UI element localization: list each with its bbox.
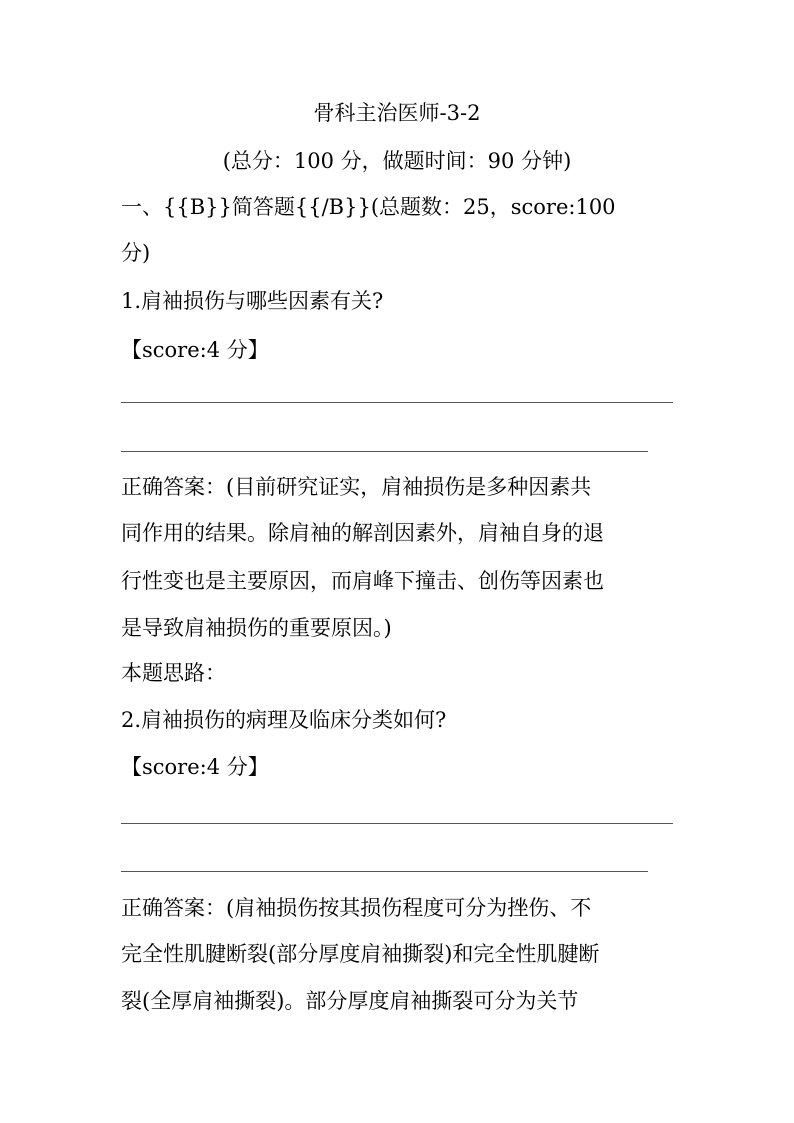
question-2-text: 2.肩袖损伤的病理及临床分类如何? (121, 708, 447, 732)
question-1-answer-line: 是导致肩袖损伤的重要原因。) (121, 616, 392, 640)
answer-blank-line (121, 871, 648, 872)
answer-blank-line (121, 402, 673, 403)
question-2-answer-line: 完全性肌腱断裂(部分厚度肩袖撕裂)和完全性肌腱断 (121, 942, 600, 966)
document-title: 骨科主治医师-3-2 (313, 101, 481, 125)
question-2-answer-line: 正确答案：(肩袖损伤按其损伤程度可分为挫伤、不 (121, 896, 592, 920)
question-2-answer-line: 裂(全厚肩袖撕裂)。部分厚度肩袖撕裂可分为关节 (121, 989, 579, 1013)
question-1-text: 1.肩袖损伤与哪些因素有关? (121, 289, 384, 313)
question-1-score: 【score:4 分】 (121, 338, 269, 362)
question-2-score: 【score:4 分】 (121, 755, 269, 779)
answer-blank-line (121, 823, 673, 824)
question-1-answer-line: 正确答案：(目前研究证实，肩袖损伤是多种因素共 (121, 475, 592, 499)
question-1-answer-line: 同作用的结果。除肩袖的解剖因素外，肩袖自身的退 (121, 521, 604, 545)
document-subtitle: (总分：100 分，做题时间：90 分钟) (222, 149, 572, 173)
section-heading-continued: 分) (121, 241, 151, 265)
answer-blank-line (121, 451, 648, 452)
section-heading: 一、{{B}}简答题{{/B}}(总题数：25，score:100 (121, 195, 616, 219)
question-1-answer-line: 行性变也是主要原因，而肩峰下撞击、创伤等因素也 (121, 569, 604, 593)
question-1-thinking: 本题思路： (121, 661, 226, 685)
